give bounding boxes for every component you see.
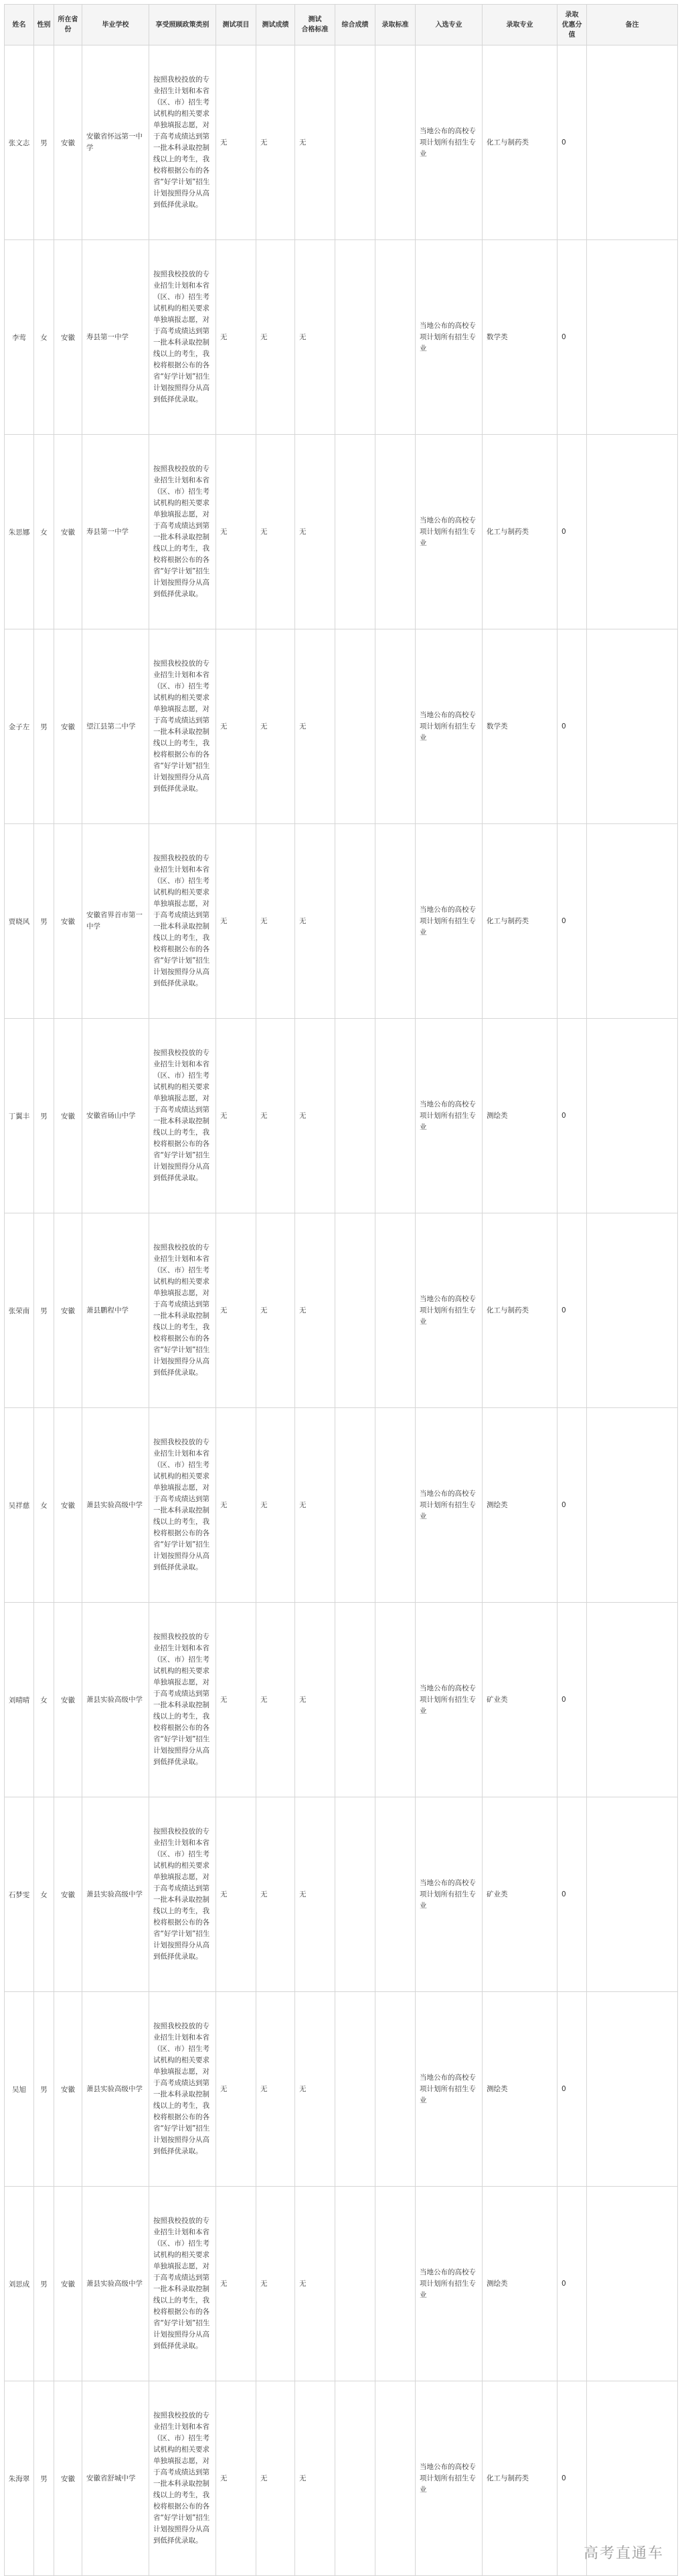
admission-standard-cell <box>375 240 416 435</box>
gender-cell: 女 <box>34 1603 54 1797</box>
overall-score-cell <box>335 1019 375 1213</box>
selected-major-cell: 当地公布的高校专项计划所有招生专业 <box>416 2187 483 2381</box>
table-row <box>5 435 678 629</box>
gender-cell: 男 <box>34 629 54 824</box>
test-score-cell: 无 <box>256 1603 295 1797</box>
admitted-major-cell: 矿业类 <box>483 1603 558 1797</box>
test-standard-cell: 无 <box>295 1408 335 1603</box>
province-cell: 安徽 <box>54 45 82 240</box>
school-cell: 萧县实验高级中学 <box>82 1603 149 1797</box>
selected-major-cell: 当地公布的高校专项计划所有招生专业 <box>416 1408 483 1603</box>
test-score-cell: 无 <box>256 1992 295 2187</box>
admission-standard-cell <box>375 1019 416 1213</box>
bonus-cell: 0 <box>558 1992 587 2187</box>
gender-cell: 女 <box>34 1797 54 1992</box>
gender-cell: 男 <box>34 824 54 1019</box>
header-cell: 性别 <box>34 5 54 45</box>
test-score-cell: 无 <box>256 1797 295 1992</box>
remark-cell <box>587 1797 678 1992</box>
selected-major-cell: 当地公布的高校专项计划所有招生专业 <box>416 1213 483 1408</box>
test-score-cell: 无 <box>256 824 295 1019</box>
province-cell: 安徽 <box>54 1992 82 2187</box>
admitted-major-cell: 测绘类 <box>483 2187 558 2381</box>
admission-standard-cell <box>375 1603 416 1797</box>
admission-standard-cell <box>375 435 416 629</box>
selected-major-cell: 当地公布的高校专项计划所有招生专业 <box>416 2381 483 2576</box>
test-item-cell: 无 <box>216 1603 256 1797</box>
overall-score-cell <box>335 2381 375 2576</box>
remark-cell <box>587 240 678 435</box>
remark-cell <box>587 629 678 824</box>
test-score-cell: 无 <box>256 2381 295 2576</box>
table-row <box>5 629 678 824</box>
admission-standard-cell <box>375 824 416 1019</box>
admission-standard-cell <box>375 2381 416 2576</box>
test-score-cell: 无 <box>256 1213 295 1408</box>
policy-cell: 按照我校投放的专业招生计划和本省（区、市）招生考试机构的相关要求单独填报志愿，对于高考成绩达到第一批本科录取控制线以上的考生，我校将根据公布的各省“好学计划”招生计划按照得分从高到低择优录取。 <box>149 240 216 435</box>
header-cell: 录取专业 <box>483 5 558 45</box>
school-cell: 萧县实验高级中学 <box>82 1797 149 1992</box>
school-cell: 萧县鹏程中学 <box>82 1213 149 1408</box>
test-standard-cell: 无 <box>295 45 335 240</box>
province-cell: 安徽 <box>54 1603 82 1797</box>
test-item-cell: 无 <box>216 629 256 824</box>
bonus-cell: 0 <box>558 1797 587 1992</box>
header-row <box>5 5 678 45</box>
gender-cell: 男 <box>34 2381 54 2576</box>
school-cell: 安徽省怀远第一中学 <box>82 45 149 240</box>
header-cell: 入选专业 <box>416 5 483 45</box>
name-cell: 丁翼丰 <box>5 1019 34 1213</box>
test-score-cell: 无 <box>256 1408 295 1603</box>
header-cell: 录取标准 <box>375 5 416 45</box>
admitted-major-cell: 化工与制药类 <box>483 824 558 1019</box>
policy-cell: 按照我校投放的专业招生计划和本省（区、市）招生考试机构的相关要求单独填报志愿，对于高考成绩达到第一批本科录取控制线以上的考生，我校将根据公布的各省“好学计划”招生计划按照得分从高到低择优录取。 <box>149 629 216 824</box>
policy-cell: 按照我校投放的专业招生计划和本省（区、市）招生考试机构的相关要求单独填报志愿，对于高考成绩达到第一批本科录取控制线以上的考生，我校将根据公布的各省“好学计划”招生计划按照得分从高到低择优录取。 <box>149 1213 216 1408</box>
policy-cell: 按照我校投放的专业招生计划和本省（区、市）招生考试机构的相关要求单独填报志愿，对于高考成绩达到第一批本科录取控制线以上的考生，我校将根据公布的各省“好学计划”招生计划按照得分从高到低择优录取。 <box>149 2381 216 2576</box>
name-cell: 刘晴晴 <box>5 1603 34 1797</box>
overall-score-cell <box>335 1992 375 2187</box>
test-item-cell: 无 <box>216 1992 256 2187</box>
test-standard-cell: 无 <box>295 240 335 435</box>
remark-cell <box>587 824 678 1019</box>
admitted-major-cell: 矿业类 <box>483 1797 558 1992</box>
overall-score-cell <box>335 629 375 824</box>
table-row <box>5 824 678 1019</box>
table-row <box>5 45 678 240</box>
bonus-cell: 0 <box>558 45 587 240</box>
gender-cell: 男 <box>34 45 54 240</box>
gender-cell: 女 <box>34 240 54 435</box>
policy-cell: 按照我校投放的专业招生计划和本省（区、市）招生考试机构的相关要求单独填报志愿，对于高考成绩达到第一批本科录取控制线以上的考生，我校将根据公布的各省“好学计划”招生计划按照得分从高到低择优录取。 <box>149 1603 216 1797</box>
overall-score-cell <box>335 45 375 240</box>
gender-cell: 男 <box>34 1213 54 1408</box>
test-standard-cell: 无 <box>295 629 335 824</box>
header-cell: 测试 合格标准 <box>295 5 335 45</box>
selected-major-cell: 当地公布的高校专项计划所有招生专业 <box>416 1019 483 1213</box>
test-standard-cell: 无 <box>295 1213 335 1408</box>
school-cell: 安徽省舒城中学 <box>82 2381 149 2576</box>
header-cell: 测试成绩 <box>256 5 295 45</box>
overall-score-cell <box>335 435 375 629</box>
policy-cell: 按照我校投放的专业招生计划和本省（区、市）招生考试机构的相关要求单独填报志愿，对于高考成绩达到第一批本科录取控制线以上的考生，我校将根据公布的各省“好学计划”招生计划按照得分从高到低择优录取。 <box>149 45 216 240</box>
province-cell: 安徽 <box>54 1019 82 1213</box>
policy-cell: 按照我校投放的专业招生计划和本省（区、市）招生考试机构的相关要求单独填报志愿，对于高考成绩达到第一批本科录取控制线以上的考生，我校将根据公布的各省“好学计划”招生计划按照得分从高到低择优录取。 <box>149 1019 216 1213</box>
test-standard-cell: 无 <box>295 1992 335 2187</box>
test-standard-cell: 无 <box>295 1797 335 1992</box>
name-cell: 朱海翠 <box>5 2381 34 2576</box>
policy-cell: 按照我校投放的专业招生计划和本省（区、市）招生考试机构的相关要求单独填报志愿，对于高考成绩达到第一批本科录取控制线以上的考生，我校将根据公布的各省“好学计划”招生计划按照得分从高到低择优录取。 <box>149 1797 216 1992</box>
table-row <box>5 240 678 435</box>
bonus-cell: 0 <box>558 240 587 435</box>
table-row <box>5 1603 678 1797</box>
school-cell: 萧县实验高级中学 <box>82 1992 149 2187</box>
table-row <box>5 1408 678 1603</box>
bonus-cell: 0 <box>558 1603 587 1797</box>
selected-major-cell: 当地公布的高校专项计划所有招生专业 <box>416 629 483 824</box>
header-cell: 所在省份 <box>54 5 82 45</box>
admission-standard-cell <box>375 1408 416 1603</box>
name-cell: 吴祥慈 <box>5 1408 34 1603</box>
admitted-major-cell: 数学类 <box>483 629 558 824</box>
province-cell: 安徽 <box>54 1408 82 1603</box>
bonus-cell: 0 <box>558 435 587 629</box>
name-cell: 金子左 <box>5 629 34 824</box>
selected-major-cell: 当地公布的高校专项计划所有招生专业 <box>416 1992 483 2187</box>
header-cell: 姓名 <box>5 5 34 45</box>
test-item-cell: 无 <box>216 2381 256 2576</box>
bonus-cell: 0 <box>558 824 587 1019</box>
admission-standard-cell <box>375 1992 416 2187</box>
bonus-cell: 0 <box>558 1408 587 1603</box>
policy-cell: 按照我校投放的专业招生计划和本省（区、市）招生考试机构的相关要求单独填报志愿，对于高考成绩达到第一批本科录取控制线以上的考生，我校将根据公布的各省“好学计划”招生计划按照得分从高到低择优录取。 <box>149 824 216 1019</box>
policy-cell: 按照我校投放的专业招生计划和本省（区、市）招生考试机构的相关要求单独填报志愿，对于高考成绩达到第一批本科录取控制线以上的考生，我校将根据公布的各省“好学计划”招生计划按照得分从高到低择优录取。 <box>149 1408 216 1603</box>
admission-standard-cell <box>375 1213 416 1408</box>
table-row <box>5 2187 678 2381</box>
name-cell: 贾晓风 <box>5 824 34 1019</box>
table-body <box>5 45 678 2576</box>
remark-cell <box>587 1019 678 1213</box>
test-standard-cell: 无 <box>295 2187 335 2381</box>
policy-cell: 按照我校投放的专业招生计划和本省（区、市）招生考试机构的相关要求单独填报志愿，对于高考成绩达到第一批本科录取控制线以上的考生，我校将根据公布的各省“好学计划”招生计划按照得分从高到低择优录取。 <box>149 1992 216 2187</box>
remark-cell <box>587 2187 678 2381</box>
province-cell: 安徽 <box>54 2187 82 2381</box>
test-item-cell: 无 <box>216 1019 256 1213</box>
gender-cell: 女 <box>34 435 54 629</box>
school-cell: 萧县实验高级中学 <box>82 1408 149 1603</box>
school-cell: 安徽省界首市第一中学 <box>82 824 149 1019</box>
province-cell: 安徽 <box>54 1213 82 1408</box>
header-cell: 备注 <box>587 5 678 45</box>
province-cell: 安徽 <box>54 2381 82 2576</box>
name-cell: 朱思娜 <box>5 435 34 629</box>
name-cell: 张荣南 <box>5 1213 34 1408</box>
test-standard-cell: 无 <box>295 435 335 629</box>
remark-cell <box>587 1213 678 1408</box>
gender-cell: 男 <box>34 1992 54 2187</box>
selected-major-cell: 当地公布的高校专项计划所有招生专业 <box>416 240 483 435</box>
test-standard-cell: 无 <box>295 1603 335 1797</box>
province-cell: 安徽 <box>54 629 82 824</box>
school-cell: 寿县第一中学 <box>82 240 149 435</box>
remark-cell <box>587 1408 678 1603</box>
admitted-major-cell: 测绘类 <box>483 1992 558 2187</box>
admitted-major-cell: 化工与制药类 <box>483 435 558 629</box>
header-cell: 享受照顾政策类别 <box>149 5 216 45</box>
overall-score-cell <box>335 824 375 1019</box>
watermark-logo: 高考直通车 <box>583 2545 664 2562</box>
test-item-cell: 无 <box>216 1408 256 1603</box>
province-cell: 安徽 <box>54 1797 82 1992</box>
admitted-major-cell: 数学类 <box>483 240 558 435</box>
remark-cell <box>587 1603 678 1797</box>
selected-major-cell: 当地公布的高校专项计划所有招生专业 <box>416 1603 483 1797</box>
test-score-cell: 无 <box>256 435 295 629</box>
bonus-cell: 0 <box>558 1213 587 1408</box>
remark-cell <box>587 45 678 240</box>
header-cell: 综合成绩 <box>335 5 375 45</box>
admission-standard-cell <box>375 45 416 240</box>
province-cell: 安徽 <box>54 240 82 435</box>
remark-cell <box>587 1992 678 2187</box>
policy-cell: 按照我校投放的专业招生计划和本省（区、市）招生考试机构的相关要求单独填报志愿，对于高考成绩达到第一批本科录取控制线以上的考生，我校将根据公布的各省“好学计划”招生计划按照得分从高到低择优录取。 <box>149 2187 216 2381</box>
test-item-cell: 无 <box>216 1213 256 1408</box>
admission-standard-cell <box>375 2187 416 2381</box>
table-row <box>5 1992 678 2187</box>
overall-score-cell <box>335 1603 375 1797</box>
bonus-cell: 0 <box>558 629 587 824</box>
selected-major-cell: 当地公布的高校专项计划所有招生专业 <box>416 1797 483 1992</box>
bonus-cell: 0 <box>558 1019 587 1213</box>
overall-score-cell <box>335 1213 375 1408</box>
admitted-major-cell: 化工与制药类 <box>483 45 558 240</box>
selected-major-cell: 当地公布的高校专项计划所有招生专业 <box>416 45 483 240</box>
header-cell: 录取 优惠分值 <box>558 5 587 45</box>
gender-cell: 男 <box>34 2187 54 2381</box>
name-cell: 石梦雯 <box>5 1797 34 1992</box>
test-item-cell: 无 <box>216 45 256 240</box>
overall-score-cell <box>335 240 375 435</box>
test-item-cell: 无 <box>216 435 256 629</box>
test-item-cell: 无 <box>216 1797 256 1992</box>
name-cell: 吴旭 <box>5 1992 34 2187</box>
header-cell: 测试项目 <box>216 5 256 45</box>
test-score-cell: 无 <box>256 45 295 240</box>
school-cell: 萧县实验高级中学 <box>82 2187 149 2381</box>
test-item-cell: 无 <box>216 2187 256 2381</box>
admission-standard-cell <box>375 1797 416 1992</box>
admitted-major-cell: 测绘类 <box>483 1019 558 1213</box>
test-standard-cell: 无 <box>295 824 335 1019</box>
school-cell: 安徽省砀山中学 <box>82 1019 149 1213</box>
province-cell: 安徽 <box>54 435 82 629</box>
selected-major-cell: 当地公布的高校专项计划所有招生专业 <box>416 824 483 1019</box>
name-cell: 刘思成 <box>5 2187 34 2381</box>
name-cell: 张文志 <box>5 45 34 240</box>
test-item-cell: 无 <box>216 240 256 435</box>
table-row <box>5 1797 678 1992</box>
gender-cell: 男 <box>34 1019 54 1213</box>
admission-table <box>4 4 678 2576</box>
test-standard-cell: 无 <box>295 2381 335 2576</box>
admitted-major-cell: 化工与制药类 <box>483 1213 558 1408</box>
test-item-cell: 无 <box>216 824 256 1019</box>
policy-cell: 按照我校投放的专业招生计划和本省（区、市）招生考试机构的相关要求单独填报志愿，对于高考成绩达到第一批本科录取控制线以上的考生，我校将根据公布的各省“好学计划”招生计划按照得分从高到低择优录取。 <box>149 435 216 629</box>
table-row <box>5 1213 678 1408</box>
province-cell: 安徽 <box>54 824 82 1019</box>
name-cell: 李莺 <box>5 240 34 435</box>
bonus-cell: 0 <box>558 2187 587 2381</box>
admission-standard-cell <box>375 629 416 824</box>
overall-score-cell <box>335 1408 375 1603</box>
test-score-cell: 无 <box>256 1019 295 1213</box>
header-cell: 毕业学校 <box>82 5 149 45</box>
gender-cell: 女 <box>34 1408 54 1603</box>
overall-score-cell <box>335 2187 375 2381</box>
school-cell: 寿县第一中学 <box>82 435 149 629</box>
bonus-cell: 0 <box>558 2381 587 2576</box>
table-row <box>5 2381 678 2576</box>
admitted-major-cell: 测绘类 <box>483 1408 558 1603</box>
remark-cell <box>587 435 678 629</box>
test-score-cell: 无 <box>256 240 295 435</box>
overall-score-cell <box>335 1797 375 1992</box>
selected-major-cell: 当地公布的高校专项计划所有招生专业 <box>416 435 483 629</box>
test-score-cell: 无 <box>256 2187 295 2381</box>
table-row <box>5 1019 678 1213</box>
school-cell: 望江县第二中学 <box>82 629 149 824</box>
test-score-cell: 无 <box>256 629 295 824</box>
test-standard-cell: 无 <box>295 1019 335 1213</box>
admitted-major-cell: 化工与制药类 <box>483 2381 558 2576</box>
